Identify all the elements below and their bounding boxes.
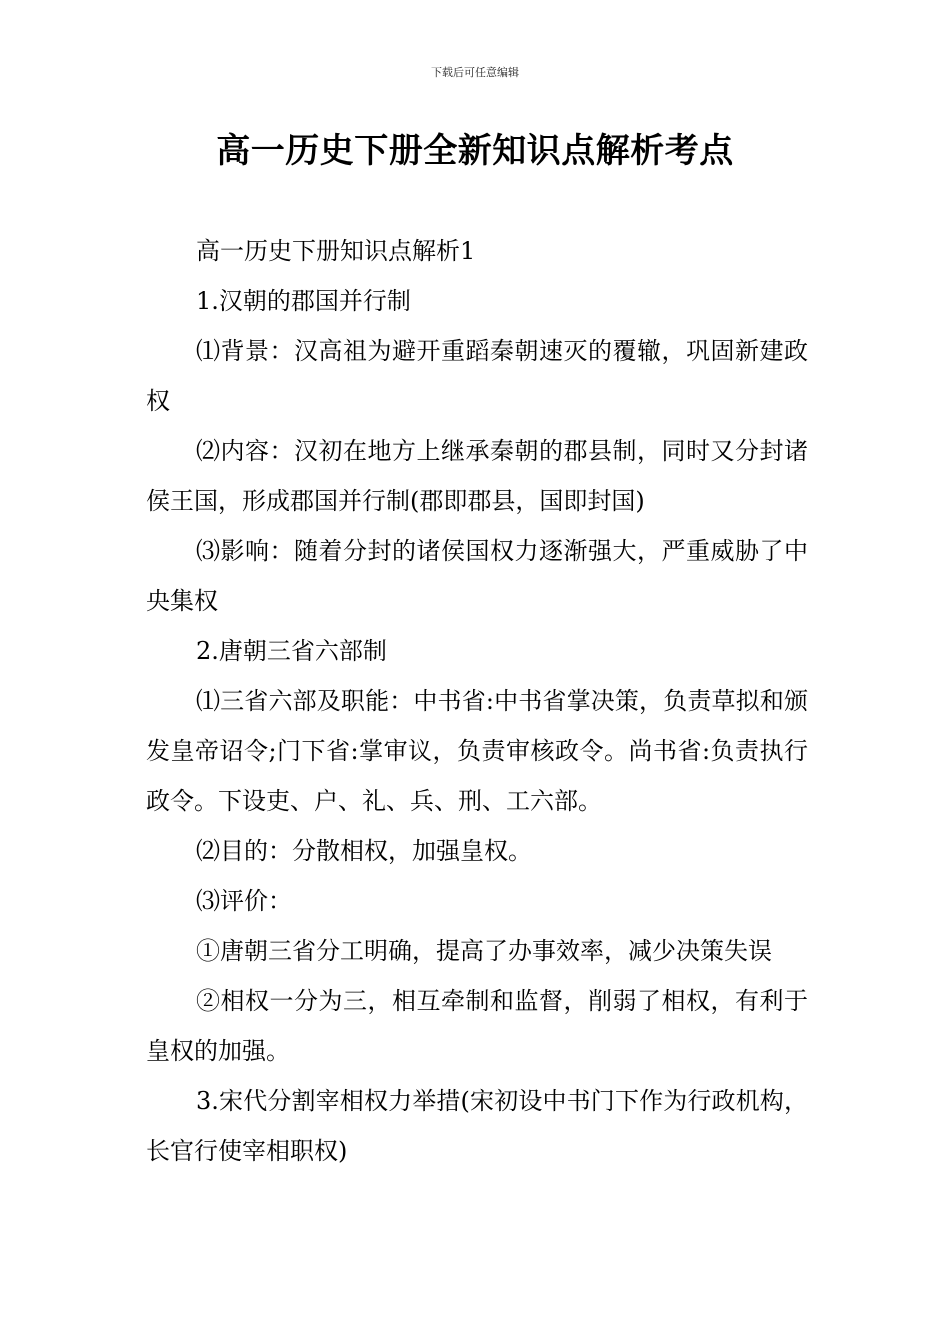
paragraph: ⑴背景：汉高祖为避开重蹈秦朝速灭的覆辙，巩固新建政权 [146,337,808,415]
document-body [146,226,808,1176]
paragraph: ⑵内容：汉初在地方上继承秦朝的郡县制，同时又分封诸侯王国，形成郡国并行制(郡即郡县，国即封国) [146,437,808,515]
paragraph: ②相权一分为三，相互牵制和监督，削弱了相权，有利于皇权的加强。 [146,987,808,1065]
paragraph: ⑵目的：分散相权，加强皇权。 [196,837,532,865]
item-heading: 3.宋代分割宰相权力举措(宋初设中书门下作为行政机构，长官行使宰相职权) [146,1087,808,1165]
paragraph: ⑴三省六部及职能：中书省:中书省掌决策，负责草拟和颁发皇帝诏令;门下省:掌审议，负责审核政令。尚书省:负责执行政令。下设吏、户、礼、兵、刑、工六部。 [146,687,808,815]
document-title: 高一历史下册全新知识点解析考点 [216,131,734,171]
paragraph: ⑶影响：随着分封的诸侯国权力逐渐强大，严重威胁了中央集权 [146,537,808,615]
page-header-note: 下载后可任意编辑 [431,66,519,79]
item-heading: 2.唐朝三省六部制 [196,637,387,665]
item-heading: 1.汉朝的郡国并行制 [196,287,411,315]
paragraph: ①唐朝三省分工明确，提高了办事效率，减少决策失误 [196,937,772,965]
paragraph: ⑶评价： [196,887,292,915]
section-heading: 高一历史下册知识点解析1 [196,237,476,265]
